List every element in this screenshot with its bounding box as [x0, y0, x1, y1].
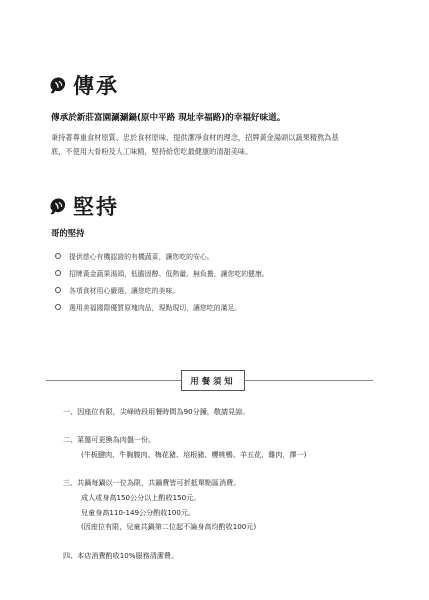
body-text-line-1: 秉持著尊重食材原質、忠於食材原味、提供潔淨食材的理念，招牌黃金湯頭以蔬果精熬為基: [51, 133, 339, 142]
bullet-circle-icon: [55, 287, 61, 293]
subheading: 哥的堅持: [51, 228, 85, 238]
rule-3-line-3: (因座位有限，兒童共鍋第二位起不論身高均酌收100元): [81, 522, 257, 531]
list-item: 各項食材用心嚴選，讓您吃的美味。: [55, 281, 269, 298]
notice-title-box: [181, 370, 245, 391]
list-item: 招牌黃金蔬果湯頭，低膽固醇、低熱量、無負擔，讓您吃的健康。: [55, 264, 269, 281]
bullet-circle-icon: [55, 270, 61, 276]
section-title: 堅持: [73, 194, 119, 219]
rule-3-line-2: 兒童身高110-149公分酌收100元。: [81, 508, 196, 517]
list-item: 選用美福國際優質原塊肉品，現點現切，讓您吃的滿足。: [55, 298, 269, 315]
section-title: 傳承: [73, 73, 119, 98]
commitment-list: [55, 247, 269, 315]
rule-3-line-1: 成人或身高150公分以上酌收150元。: [81, 493, 201, 502]
bullet-circle-icon: [55, 304, 61, 310]
section-heading-chuancheng: [47, 70, 119, 100]
lead-text: 傳承於新莊富園涮涮鍋(原中平路 現址幸福路)的幸福好味道。: [51, 113, 286, 123]
bullet-circle-icon: [55, 253, 61, 259]
body-text-line-2: 底，不使用大骨粉及人工味精，堅持給您吃最健康的清甜美味。: [51, 147, 253, 156]
section-heading-jianchi: [47, 191, 119, 221]
leaf-blob-icon: [47, 195, 69, 217]
leaf-blob-icon: [47, 74, 69, 96]
divider-left: [46, 380, 181, 381]
rule-2: 二、菜盤可更換為肉盤一份。: [63, 435, 156, 444]
notice-title: 用餐須知: [190, 375, 236, 386]
rule-4: 四、本店消費酌收10%服務清潔費。: [63, 551, 179, 560]
list-item: 提供慈心有機認證的有機蔬菜，讓您吃的安心。: [55, 247, 269, 264]
rule-1: 一、因座位有限，尖峰時段用餐時間為90分鐘，敬請見諒。: [63, 407, 250, 416]
rule-2-detail: (牛板腱肉、牛胸腹肉、梅花豬、培根豬、櫻桃鴨、羊五花、雞肉，擇一): [81, 450, 307, 459]
rule-3: 三、共鍋每鍋以一位為限，共鍋費皆可折抵單點區消費。: [63, 478, 241, 487]
divider-right: [243, 380, 373, 381]
